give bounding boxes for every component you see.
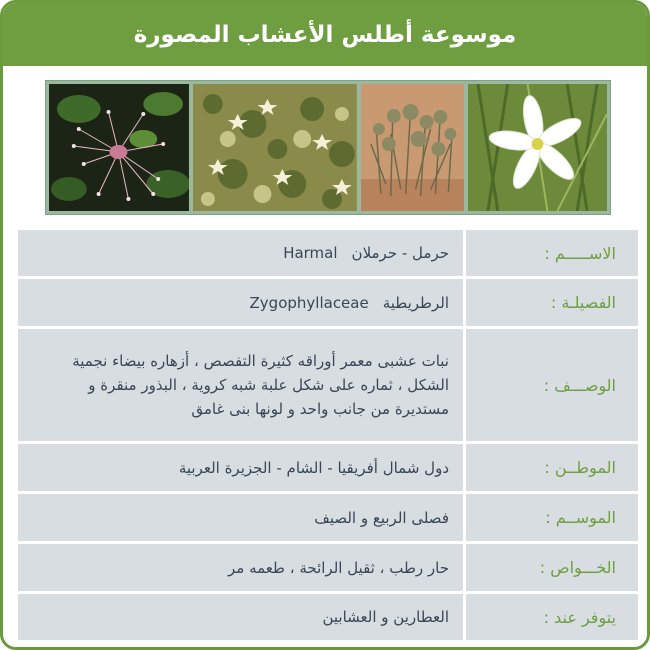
habitat-value: دول شمال أفريقيا - الشام - الجزيرة العربية bbox=[18, 444, 463, 491]
family-value bbox=[18, 279, 463, 326]
plant-white-flower-photo[interactable] bbox=[468, 84, 607, 211]
family-label: الفصيلـة : bbox=[466, 279, 638, 326]
row-properties bbox=[18, 544, 638, 591]
header-bar bbox=[3, 3, 647, 66]
row-family bbox=[18, 279, 638, 326]
row-description bbox=[18, 329, 638, 441]
season-value: فصلى الربيع و الصيف bbox=[18, 494, 463, 541]
plant-shrub-photo[interactable] bbox=[361, 84, 464, 211]
page-title: موسوعة أطلس الأعشاب المصورة bbox=[133, 21, 517, 48]
description-label: الوصـــف : bbox=[466, 329, 638, 441]
photo-gallery bbox=[45, 80, 611, 215]
family-value-latin: Zygophyllaceae bbox=[249, 293, 369, 312]
properties-value: حار رطب ، ثقيل الرائحة ، طعمه مر bbox=[18, 544, 463, 591]
properties-label: الخـــواص : bbox=[466, 544, 638, 591]
description-value: نبات عشبى معمر أوراقه كثيرة التفصص ، أزهاره بيضاء نجمية الشكل ، ثماره على شكل علبة شبه كروية ، البذور منقرة و مستديرة من جانب واحد و لونها بنى غامق bbox=[18, 329, 463, 441]
row-name bbox=[18, 230, 638, 276]
family-value-arabic: الرطريطية bbox=[382, 293, 449, 312]
habitat-label: الموطــن : bbox=[466, 444, 638, 491]
available-label: يتوفر عند : bbox=[466, 594, 638, 640]
name-value-latin: Harmal bbox=[283, 244, 338, 262]
row-season bbox=[18, 494, 638, 541]
plant-field-photo[interactable] bbox=[193, 84, 357, 211]
plant-flower-photo[interactable] bbox=[49, 84, 189, 211]
season-label: الموســم : bbox=[466, 494, 638, 541]
available-value: العطارين و العشابين bbox=[18, 594, 463, 640]
name-value-arabic: حرمل - حرملان bbox=[351, 244, 449, 262]
name-label: الاســـــم : bbox=[466, 230, 638, 276]
name-value bbox=[18, 230, 463, 276]
row-habitat bbox=[18, 444, 638, 491]
row-available bbox=[18, 594, 638, 640]
herb-info-table bbox=[18, 230, 638, 643]
